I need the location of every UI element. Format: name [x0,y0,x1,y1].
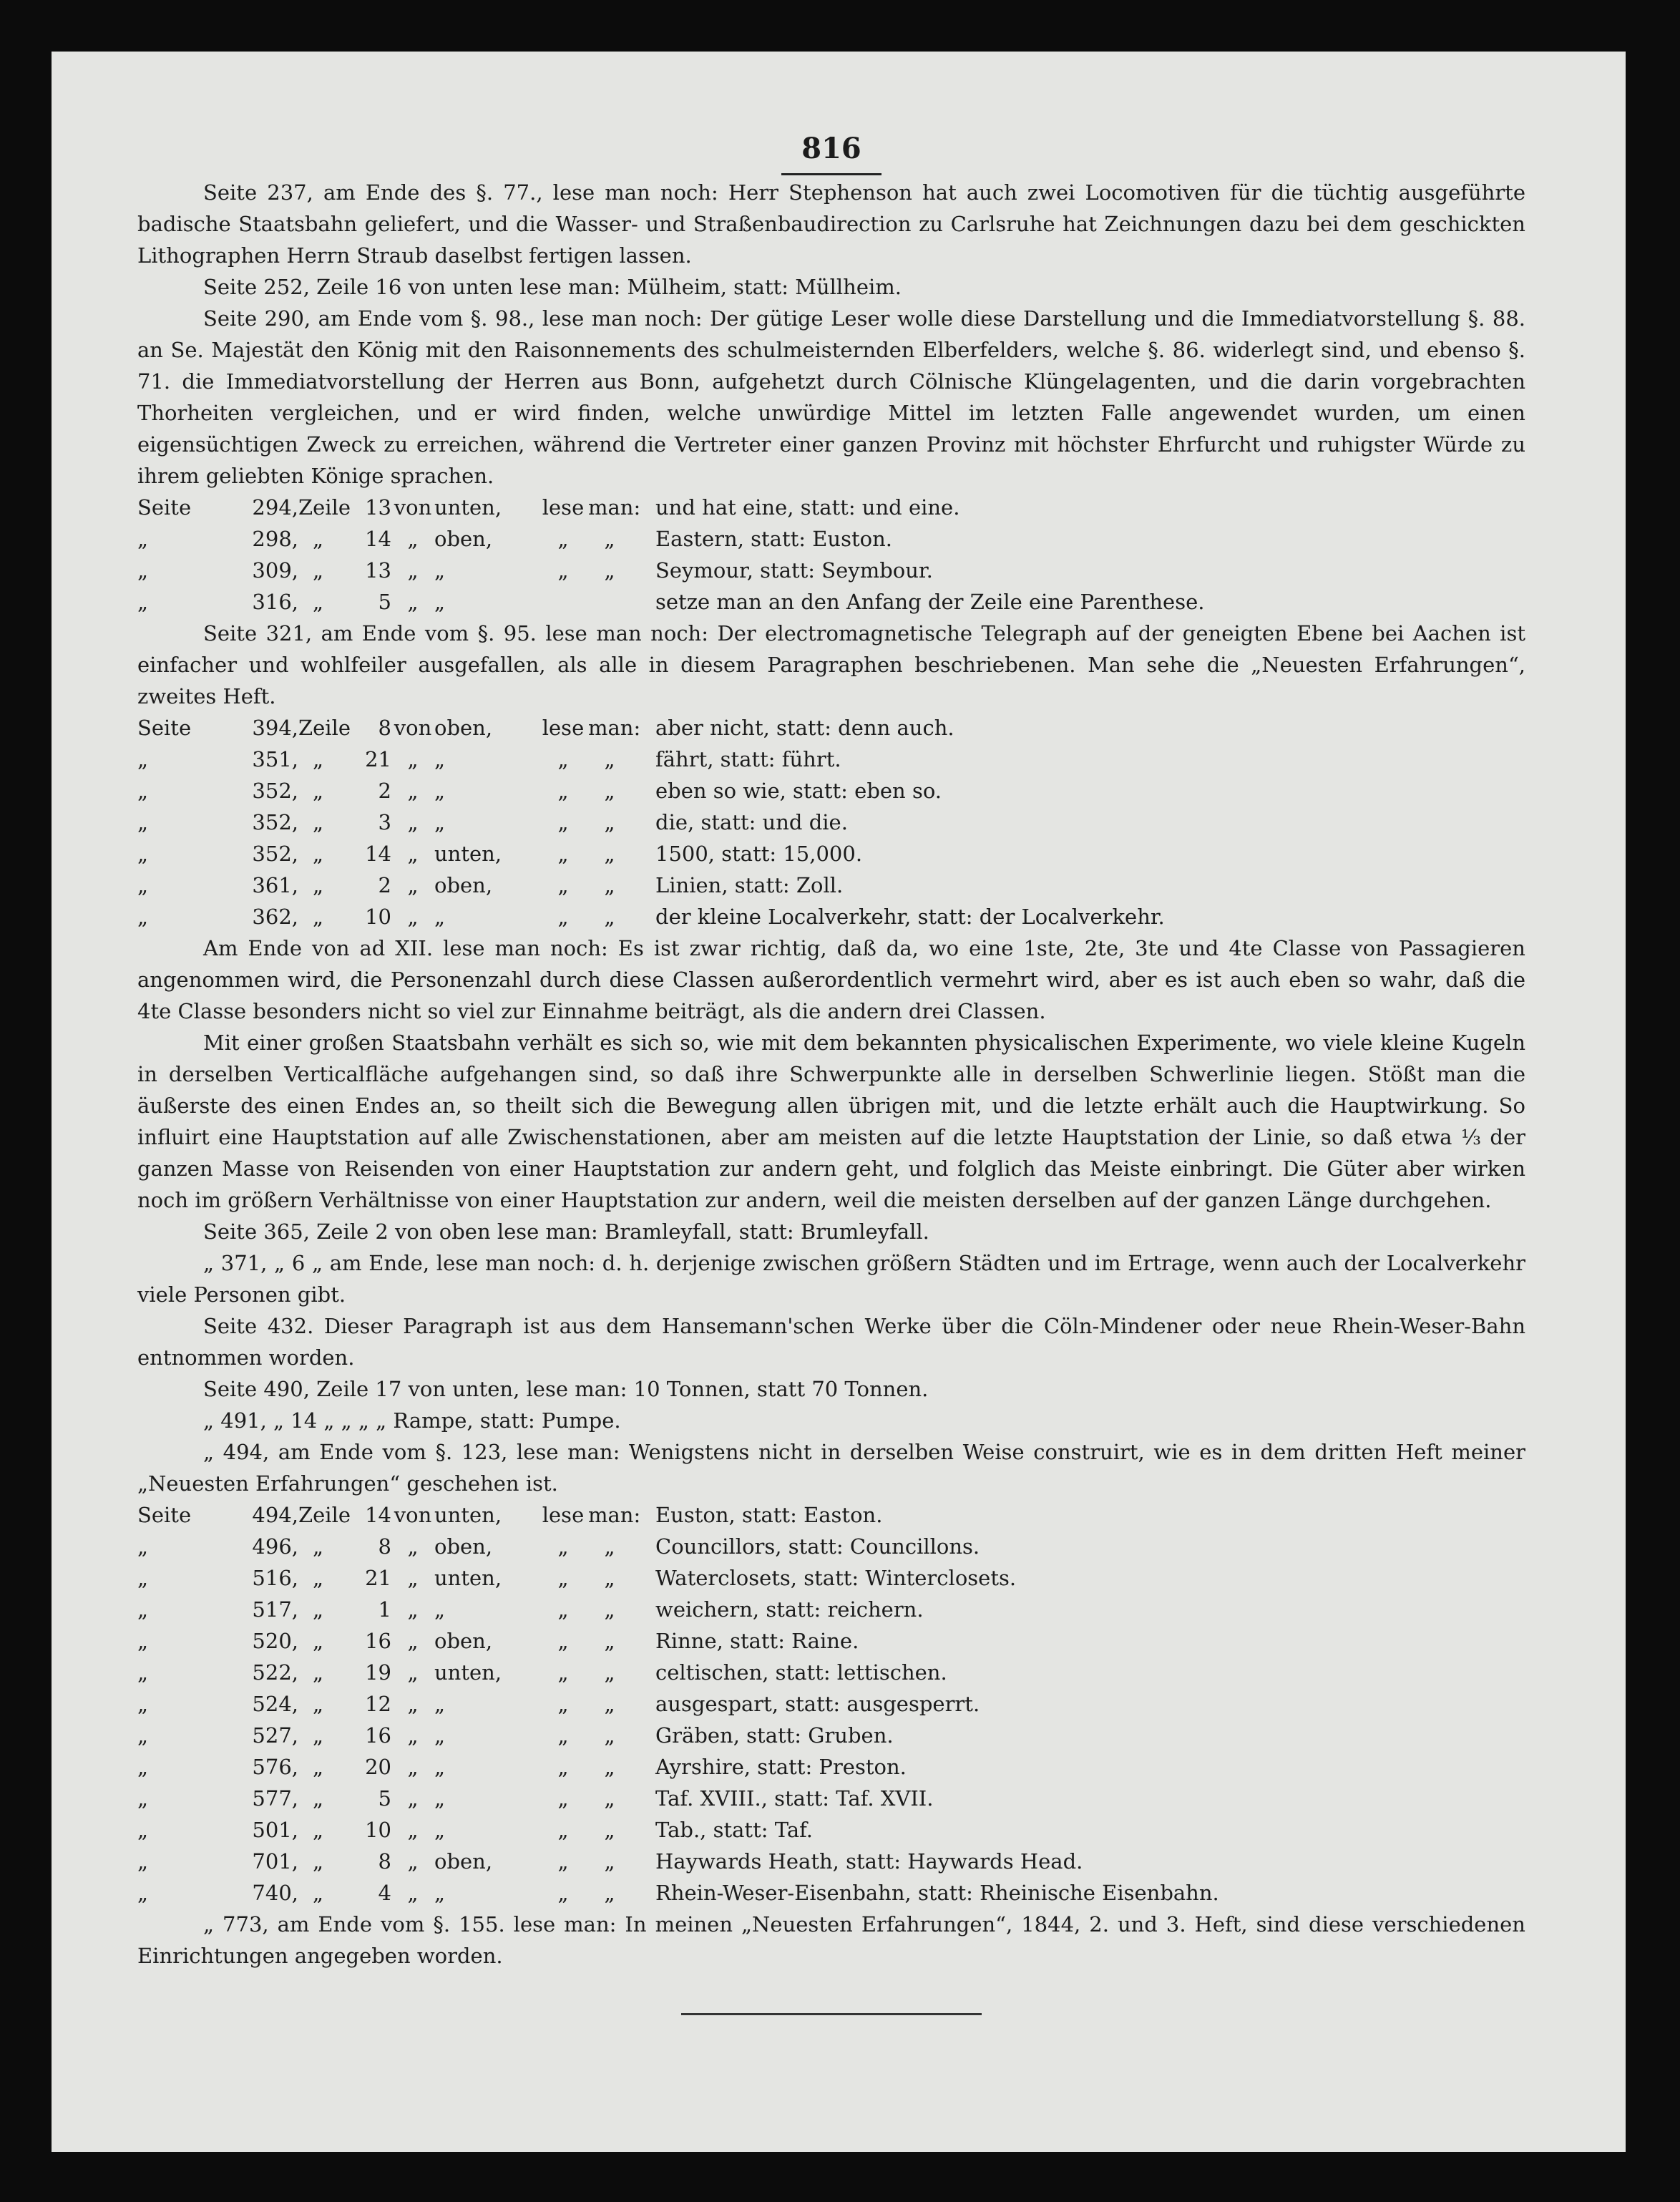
errata-row [137,869,1525,901]
errata-cell-pos: „ [434,590,446,614]
errata-cell-pos: oben, [434,873,493,897]
errata-row [137,555,1525,586]
errata-cell-line: 16 [365,1629,391,1653]
errata-cell-line: 5 [378,590,391,614]
errata-cell-text: Ayrshire, statt: Preston. [655,1755,907,1779]
errata-row [137,807,1525,838]
errata-cell-von: „ [407,905,419,929]
errata-cell-von: von [394,716,432,740]
errata-cell-l1: lese [542,716,585,740]
errata-cell-l2: „ [604,1566,615,1590]
errata-cell-l2: „ [604,1755,615,1779]
errata-cell-text: Tab., statt: Taf. [655,1818,814,1842]
errata-cell-lead: „ [137,1881,149,1905]
errata-row [137,775,1525,807]
errata-cell-pos: „ [434,1818,446,1842]
errata-cell-text: Councillors, statt: Councillons. [655,1534,980,1559]
errata-cell-line: 4 [378,1881,391,1905]
errata-cell-page: 352, [252,842,298,866]
errata-mid [137,932,1525,1499]
errata-cell-z: „ [312,1849,324,1874]
errata-cell-lead: Seite [137,1503,192,1527]
errata-cell-lead: „ [137,1755,149,1779]
errata-cell-l1: „ [557,1566,569,1590]
errata-cell-l2: man: [588,495,641,520]
errata-cell-pos: „ [434,1597,446,1622]
errata-cell-line: 5 [378,1786,391,1811]
errata-cell-z: „ [312,1881,324,1905]
errata-cell-z: „ [312,1566,324,1590]
errata-cell-z: „ [312,558,324,583]
errata-cell-pos: „ [434,1881,446,1905]
errata-cell-l2 [588,586,631,618]
errata-cell-page: 352, [252,779,298,803]
errata-cell-von: von [394,495,432,520]
errata-cell-l1: „ [557,1755,569,1779]
errata-cell-von: „ [407,1566,419,1590]
errata-cell-l2: „ [604,747,615,771]
errata-cell-pos: „ [434,558,446,583]
errata-cell-pos: unten, [434,1660,502,1685]
errata-row [137,586,1525,618]
paragraph: „ 494, am Ende vom §. 123, lese man: Wenigstens nicht in derselben Weise construirt, wie es in dem dritten Heft meiner „Neuesten Erfahrungen“ geschehen ist. [137,1440,1525,1496]
errata-cell-l2: „ [604,558,615,583]
errata-cell-page: 309, [252,558,298,583]
errata-cell-l2: „ [604,1692,615,1716]
errata-cell-page: 352, [252,810,298,834]
errata-cell-l1: „ [557,1723,569,1748]
errata-cell-l2: man: [588,716,641,740]
errata-cell-line: 12 [365,1692,391,1716]
errata-cell-l1: „ [557,1818,569,1842]
errata-cell-l1: „ [557,810,569,834]
errata-cell-lead: „ [137,558,149,583]
errata-cell-von: „ [407,1534,419,1559]
errata-cell-l1: „ [557,1629,569,1653]
errata-cell-text: Rinne, statt: Raine. [655,1629,859,1653]
errata-cell-line: 10 [365,1818,391,1842]
errata-cell-page: 361, [252,873,298,897]
errata-cell-line: 3 [378,810,391,834]
errata-cell-text: Rhein-Weser-Eisenbahn, statt: Rheinische Eisenbahn. [655,1881,1219,1905]
document-page [52,52,1626,2152]
errata-cell-text: celtischen, statt: lettischen. [655,1660,947,1685]
errata-cell-von: „ [407,842,419,866]
errata-cell-l2: „ [604,1534,615,1559]
errata-cell-z: „ [312,779,324,803]
errata-cell-page: 577, [252,1786,298,1811]
errata-cell-line: 19 [365,1660,391,1685]
errata-cell-z: „ [312,1660,324,1685]
errata-cell-text: aber nicht, statt: denn auch. [655,716,954,740]
errata-cell-lead: „ [137,1534,149,1559]
errata-cell-lead: „ [137,1786,149,1811]
errata-cell-l1: „ [557,1692,569,1716]
errata-cell-text: der kleine Localverkehr, statt: der Localverkehr. [655,905,1165,929]
errata-row [137,744,1525,775]
errata-cell-line: 14 [365,527,391,551]
errata-cell-pos: oben, [434,527,493,551]
errata-cell-lead: „ [137,842,149,866]
errata-cell-pos: oben, [434,716,493,740]
errata-cell-von: „ [407,1597,419,1622]
errata-cell-pos: „ [434,1723,446,1748]
errata-cell-page: 501, [252,1818,298,1842]
errata-cell-text: Euston, statt: Easton. [655,1503,883,1527]
errata-cell-von: „ [407,1723,419,1748]
errata-cell-z: „ [312,1755,324,1779]
errata-cell-lead: „ [137,873,149,897]
errata-cell-von: „ [407,1692,419,1716]
errata-cell-pos: „ [434,905,446,929]
errata-cell-z: „ [312,842,324,866]
errata-cell-l1: „ [557,905,569,929]
errata-cell-l1: „ [557,527,569,551]
errata-cell-line: 13 [365,495,391,520]
paragraph-seite-321: Seite 321, am Ende vom §. 95. lese man noch: Der electromagnetische Telegraph auf der geneigten Ebene bei Aachen ist einfacher und wohlfeiler ausgefallen, als alle in diesem Paragraphen beschriebenen. Man sehe die „Neuesten Erfahrungen“, zweites Heft. [137,621,1525,708]
errata-cell-von: „ [407,873,419,897]
errata-cell-z: „ [312,747,324,771]
errata-cell-pos: oben, [434,1534,493,1559]
errata-cell-z: „ [312,1723,324,1748]
errata-cell-von: „ [407,779,419,803]
errata-cell-lead: „ [137,527,149,551]
errata-cell-line: 8 [378,1534,391,1559]
errata-row [137,712,1525,744]
paragraph: Seite 237, am Ende des §. 77., lese man noch: Herr Stephenson hat auch zwei Locomotiven für die tüchtig ausgeführte badische Staatsbahn geliefert, und die Wasser- und Straßenbaudirection zu Carlsruhe hat Zeichnungen dazu bei dem geschickten Lithographen Herrn Straub daselbst fertigen lassen. [137,180,1525,268]
paragraph: Seite 290, am Ende vom §. 98., lese man noch: Der gütige Leser wolle diese Darstellung und die Immediatvorstellung §. 88. an Se. Majestät den König mit den Raisonnements des schulmeisternden Elberfelders, welche §. 86. widerlegt sind, und ebenso §. 71. die Immediatvorstellung der Herren aus Bonn, aufgehetzt durch Cölnische Klüngelagenten, und die darin vorgebrachten Thorheiten vergleichen, und er wird finden, welche unwürdige Mittel im letzten Falle angewendet wurden, um einen eigensüchtigen Zweck zu erreichen, während die Vertreter einer ganzen Provinz mit höchster Ehrfurcht und ruhigster Würde zu ihrem geliebten Könige sprachen. [137,306,1525,488]
errata-row [137,1657,1525,1688]
errata-cell-l1: „ [557,747,569,771]
errata-cell-page: 520, [252,1629,298,1653]
errata-cell-lead: „ [137,1818,149,1842]
errata-cell-l2: „ [604,905,615,929]
errata-cell-z: „ [312,1818,324,1842]
errata-cell-l2: „ [604,1660,615,1685]
errata-cell-pos: unten, [434,842,502,866]
paragraph: „ 491, „ 14 „ „ „ „ Rampe, statt: Pumpe. [203,1408,621,1433]
errata-cell-page: 517, [252,1597,298,1622]
errata-cell-pos: unten, [434,495,502,520]
errata-cell-line: 10 [365,905,391,929]
paragraph: Am Ende von ad XII. lese man noch: Es ist zwar richtig, daß da, wo eine 1ste, 2te, 3te und 4te Classe von Passagieren angenommen wird, die Personenzahl durch diese Classen außerordentlich vermehrt wird, aber es ist auch eben so wahr, daß die 4te Classe besonders nicht so viel zur Einnahme beiträgt, als die andern drei Classen. [137,936,1525,1023]
paragraph: „ 371, „ 6 „ am Ende, lese man noch: d. h. derjenige zwischen größern Städten und im Ertrage, wenn auch der Localverkehr viele Personen gibt. [137,1251,1525,1307]
errata-cell-z: „ [312,905,324,929]
errata-cell-z: „ [312,1534,324,1559]
errata-cell-l1: lese [542,1503,585,1527]
errata-list-2 [137,712,1525,932]
errata-cell-page: 522, [252,1660,298,1685]
errata-row [137,1783,1525,1814]
errata-cell-line: 1 [378,1597,391,1622]
errata-cell-von: „ [407,747,419,771]
errata-cell-z: „ [312,1597,324,1622]
errata-cell-page: 494, [252,1503,298,1527]
errata-cell-line: 20 [365,1755,391,1779]
paragraph: Seite 252, Zeile 16 von unten lese man: Mülheim, statt: Müllheim. [203,275,902,299]
errata-cell-lead: „ [137,779,149,803]
errata-cell-lead: „ [137,905,149,929]
errata-cell-text: Eastern, statt: Euston. [655,527,892,551]
errata-cell-pos: „ [434,1692,446,1716]
errata-cell-l2: „ [604,842,615,866]
errata-cell-l2: „ [604,810,615,834]
errata-cell-z: „ [312,1692,324,1716]
paragraph: Mit einer großen Staatsbahn verhält es sich so, wie mit dem bekannten physicalischen Experimente, wo viele kleine Kugeln in derselben Verticalfläche aufgehangen sind, so daß ihre Schwerpunkte alle in derselben Schwerlinie liegen. Stößt man die äußerste des einen Endes an, so theilt sich die Bewegung allen übrigen mit, und die letzte erhält auch die Hauptwirkung. So influirt eine Hauptstation auf alle Zwischenstationen, aber am meisten auf die letzte Hauptstation der Linie, so daß etwa ⅓ der ganzen Masse von Reisenden von einer Hauptstation zur andern geht, und folglich das Meiste einbringt. Die Güter aber wirken noch im größern Verhältnisse von einer Hauptstation zur andern, weil die meisten derselben auf der ganzen Länge durchgehen. [137,1031,1525,1212]
errata-cell-text: Seymour, statt: Seymbour. [655,558,933,583]
errata-cell-text: und hat eine, statt: und eine. [655,495,960,520]
errata-cell-line: 8 [378,1849,391,1874]
errata-cell-l2: „ [604,1849,615,1874]
errata-cell-pos: oben, [434,1629,493,1653]
errata-cell-line: 13 [365,558,391,583]
errata-row [137,1562,1525,1594]
errata-cell-page: 527, [252,1723,298,1748]
errata-cell-page: 394, [252,716,298,740]
errata-row [137,1499,1525,1531]
errata-cell-page: 298, [252,527,298,551]
errata-cell-line: 2 [378,873,391,897]
errata-row [137,1846,1525,1877]
errata-cell-page: 516, [252,1566,298,1590]
errata-cell-lead: Seite [137,495,192,520]
errata-cell-von: „ [407,1818,419,1842]
errata-cell-l1: „ [557,1534,569,1559]
errata-cell-text: Linien, statt: Zoll. [655,873,844,897]
errata-cell-l2: „ [604,1629,615,1653]
paragraph-seite-773: „ 773, am Ende vom §. 155. lese man: In meinen „Neuesten Erfahrungen“, 1844, 2. und 3. Heft, sind diese verschiedenen Einrichtungen angegeben worden. [137,1912,1525,1968]
errata-row [137,1877,1525,1909]
errata-cell-line: 21 [365,1566,391,1590]
errata-cell-z: „ [312,590,324,614]
errata-cell-page: 576, [252,1755,298,1779]
errata-cell-z: „ [312,873,324,897]
errata-top [137,177,1525,492]
errata-cell-l2: „ [604,1597,615,1622]
errata-cell-pos: oben, [434,1849,493,1874]
errata-cell-pos: unten, [434,1566,502,1590]
errata-cell-line: 14 [365,842,391,866]
errata-cell-line: 8 [378,716,391,740]
errata-cell-von: „ [407,558,419,583]
errata-cell-text: die, statt: und die. [655,810,848,834]
errata-cell-von: „ [407,1881,419,1905]
errata-cell-line: 2 [378,779,391,803]
errata-row [137,901,1525,932]
paragraph: Seite 490, Zeile 17 von unten, lese man: 10 Tonnen, statt 70 Tonnen. [203,1377,929,1401]
errata-list-1 [137,492,1525,618]
errata-cell-z: Zeile [298,716,351,740]
errata-cell-text: Haywards Heath, statt: Haywards Head. [655,1849,1083,1874]
errata-cell-pos: unten, [434,1503,502,1527]
errata-cell-text: Gräben, statt: Gruben. [655,1723,894,1748]
errata-cell-lead: „ [137,810,149,834]
errata-cell-lead: „ [137,590,149,614]
errata-cell-l1: „ [557,842,569,866]
errata-cell-pos: „ [434,779,446,803]
errata-cell-text: weichern, statt: reichern. [655,1597,924,1622]
errata-list-3 [137,1499,1525,1909]
errata-row [137,838,1525,869]
errata-row [137,1594,1525,1625]
paragraph: Seite 432. Dieser Paragraph ist aus dem Hansemann'schen Werke über die Cöln-Mindener oder neue Rhein-Weser-Bahn entnommen worden. [137,1314,1525,1370]
errata-cell-von: „ [407,1629,419,1653]
errata-cell-l2: man: [588,1503,641,1527]
closing-rule [681,2013,982,2015]
errata-cell-z: „ [312,1786,324,1811]
errata-cell-page: 496, [252,1534,298,1559]
errata-cell-von: „ [407,1849,419,1874]
errata-cell-lead: „ [137,1597,149,1622]
errata-cell-l2: „ [604,779,615,803]
errata-cell-l2: „ [604,1818,615,1842]
errata-cell-l1: „ [557,1881,569,1905]
errata-cell-l2: „ [604,1786,615,1811]
errata-cell-lead: „ [137,1849,149,1874]
errata-cell-text: Waterclosets, statt: Winterclosets. [655,1566,1017,1590]
errata-cell-z: Zeile [298,1503,351,1527]
errata-cell-l2: „ [604,873,615,897]
errata-cell-l1: „ [557,1660,569,1685]
errata-row [137,1814,1525,1846]
errata-row [137,1531,1525,1562]
errata-cell-z: „ [312,527,324,551]
errata-cell-l2: „ [604,1723,615,1748]
errata-cell-l1 [538,586,588,618]
errata-cell-text: Taf. XVIII., statt: Taf. XVII. [655,1786,934,1811]
errata-cell-text: 1500, statt: 15,000. [655,842,863,866]
errata-cell-page: 701, [252,1849,298,1874]
errata-cell-l1: „ [557,779,569,803]
errata-cell-lead: Seite [137,716,192,740]
errata-cell-line: 16 [365,1723,391,1748]
errata-cell-text: fährt, statt: führt. [655,747,841,771]
errata-cell-line: 21 [365,747,391,771]
errata-cell-lead: „ [137,747,149,771]
errata-cell-von: „ [407,1660,419,1685]
errata-cell-page: 740, [252,1881,298,1905]
errata-cell-l1: lese [542,495,585,520]
errata-cell-von: von [394,1503,432,1527]
errata-cell-von: „ [407,1786,419,1811]
errata-cell-page: 294, [252,495,298,520]
errata-cell-l1: „ [557,1597,569,1622]
errata-row [137,492,1525,523]
errata-cell-von: „ [407,810,419,834]
errata-cell-lead: „ [137,1660,149,1685]
errata-cell-pos: „ [434,747,446,771]
errata-cell-l1: „ [557,1849,569,1874]
errata-cell-von: „ [407,590,419,614]
errata-cell-lead: „ [137,1692,149,1716]
errata-row [137,523,1525,555]
errata-cell-pos: „ [434,1786,446,1811]
errata-row [137,1720,1525,1751]
errata-cell-l1: „ [557,558,569,583]
errata-cell-l2: „ [604,527,615,551]
errata-cell-text: ausgespart, statt: ausgesperrt. [655,1692,980,1716]
errata-cell-l2: „ [604,1881,615,1905]
page-number: 816 [137,129,1525,175]
errata-cell-lead: „ [137,1723,149,1748]
errata-cell-l1: „ [557,873,569,897]
paragraph: Seite 365, Zeile 2 von oben lese man: Bramleyfall, statt: Brumleyfall. [203,1219,929,1244]
errata-row [137,1625,1525,1657]
errata-cell-z: Zeile [298,495,351,520]
errata-cell-lead: „ [137,1629,149,1653]
errata-cell-von: „ [407,527,419,551]
errata-cell-page: 524, [252,1692,298,1716]
errata-cell-pos: „ [434,1755,446,1779]
errata-row [137,1688,1525,1720]
errata-cell-page: 316, [252,590,298,614]
errata-cell-lead: „ [137,1566,149,1590]
errata-cell-pos: „ [434,810,446,834]
errata-cell-line: 14 [365,1503,391,1527]
errata-cell-page: 351, [252,747,298,771]
errata-cell-z: „ [312,1629,324,1653]
errata-row [137,1751,1525,1783]
errata-cell-z: „ [312,810,324,834]
errata-cell-l1: „ [557,1786,569,1811]
errata-cell-von: „ [407,1755,419,1779]
errata-cell-page: 362, [252,905,298,929]
errata-cell-text: eben so wie, statt: eben so. [655,779,942,803]
errata-cell-text: setze man an den Anfang der Zeile eine Parenthese. [655,590,1205,614]
